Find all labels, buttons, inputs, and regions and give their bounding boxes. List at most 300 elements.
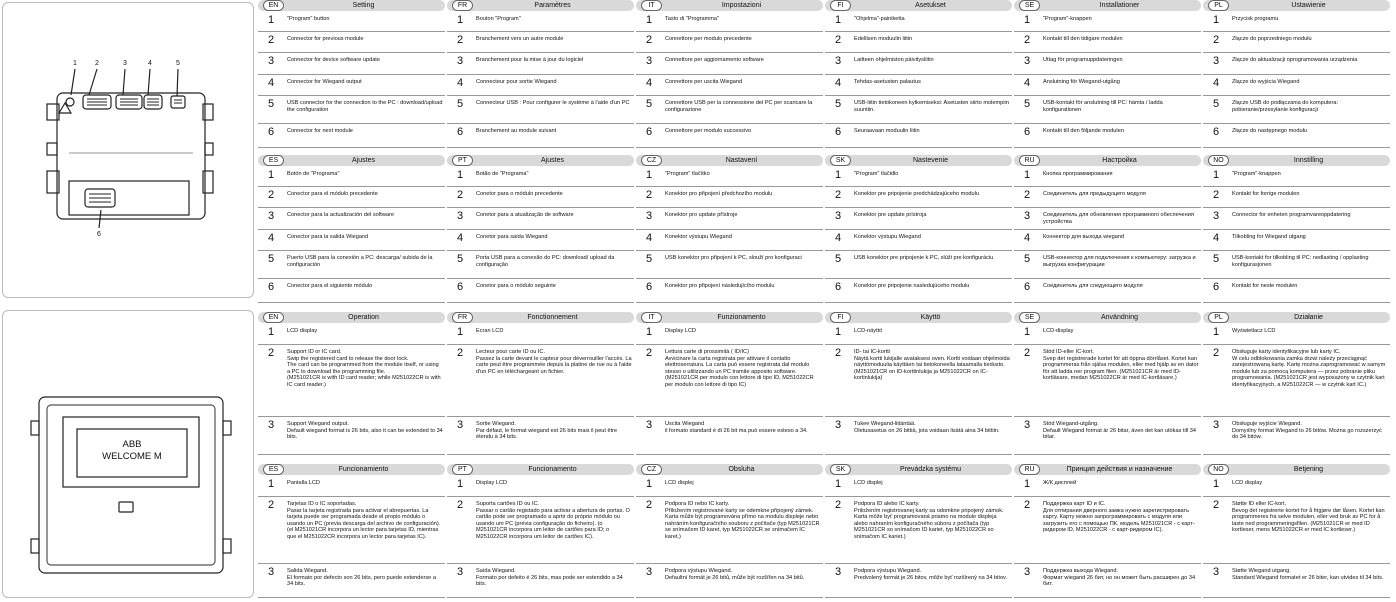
table-row [258,208,445,230]
row-text: Złącze do następnego modułu [1232,128,1307,134]
row-text: Tarjetas ID o IC soportadas. Pasar la tarjeta registrada para activar el abrepuertas. La tarjeta puede ser programada desde el propio módulo o usando un PC (previa descarga del archivo de configuración). (el M251021CR incorpora un lector para tarjetas ID, mientras que el M251022CR incorpora un lector para tarjetas IC). [287,501,441,540]
lang-column-no [1203,155,1392,305]
row-number: 1 [835,14,842,26]
column-title: Setting [352,2,375,9]
table-row [258,167,445,187]
row-number: 1 [457,14,464,26]
row-text: Złącze do poprzedniego modułu [1232,36,1312,42]
table-row [258,187,445,208]
language-code-badge: SK [830,464,851,475]
row-text: Connector for next module [287,128,353,134]
row-number: 1 [646,478,653,490]
row-number: 6 [646,126,653,138]
row-text: Connettore per aggiornamento software [665,57,764,63]
column-header [447,0,634,11]
table-row [447,75,634,96]
row-number: 6 [835,126,842,138]
lang-column-cz [636,155,825,305]
lang-column-fi [825,0,1014,151]
row-number: 2 [268,34,275,46]
row-number: 2 [457,189,464,201]
row-number: 3 [646,210,653,222]
language-code-badge: PT [452,464,473,475]
row-text: Suporta cartões ID ou IC. Passar o cartão registado para activar a abertura de portas. O cartão pode ser programado a aprtir do próprio módulo ou usando um PC (prévia configuração do ficheiro). (o M251021CR incorpora um leitor de cartões para ID; o M251022CR incorpora um leitor de cartões IC). [476,501,630,540]
row-number: 2 [457,347,464,359]
table-row [447,251,634,279]
row-text: Соединитель для следующего модуля [1043,283,1143,289]
row-text: Konektor pre pripojenie predchádzajúceho modulu [854,191,980,197]
row-number: 6 [1213,126,1220,138]
row-number: 3 [646,566,653,578]
column-header [825,0,1012,11]
row-number: 5 [457,98,464,110]
table-row [1014,279,1201,303]
row-text: Kontakt till den följande modulen [1043,128,1124,134]
column-title: Käyttö [920,314,941,321]
row-number: 2 [1213,189,1220,201]
row-text: Kontakt till den tidigare modulen [1043,36,1123,42]
table-row [1203,32,1390,53]
table-row [825,187,1012,208]
row-text: Conector para la salida Wiegand [287,234,369,240]
language-code-badge: SE [1019,312,1040,323]
row-text: Botão de "Programa" [476,171,529,177]
lang-column-se [1014,0,1203,151]
row-text: Connector for device software update [287,57,380,63]
table-row [636,12,823,32]
table-row [636,251,823,279]
table-row [258,279,445,303]
row-number: 2 [268,499,275,511]
column-header [825,155,1012,166]
table-row [1203,230,1390,251]
row-text: LCD display [1232,480,1263,486]
row-text: Ecran LCD [476,328,504,334]
row-number: 4 [268,77,275,89]
language-code-badge: PL [1208,0,1229,11]
lang-column-sk [825,155,1014,305]
table-row [825,497,1012,564]
language-code-badge: ES [263,155,284,166]
row-text: Connettore USB per la connessione del PC per scaricare la configurazione [665,100,813,113]
row-text: Conetor para a atualização de software [476,212,574,218]
row-number: 2 [268,189,275,201]
table-row [1203,96,1390,124]
row-number: 3 [835,419,842,431]
row-text: Support Wiegand output. Default wiegand format is 26 bits, also it can be extended to 34 bits. [287,421,443,441]
row-number: 1 [457,326,464,338]
table-row [636,564,823,598]
column-header [636,312,823,323]
row-text: Puerto USB para la conexión a PC: descarga/ subida de la configuración [287,255,433,268]
language-code-badge: CZ [641,464,662,475]
table-row [258,324,445,345]
row-text: Uttag för programuppdateringen [1043,57,1123,63]
row-text: "Program"-knappen [1232,171,1281,177]
column-title: Ajustes [352,157,375,164]
column-header [636,155,823,166]
language-code-badge: SE [1019,0,1040,11]
row-number: 3 [1024,55,1031,67]
module-drawing [3,3,255,299]
table-row [636,476,823,497]
column-title: Impostazioni [721,2,762,9]
language-code-badge: FI [830,312,851,323]
language-code-badge: EN [263,0,284,11]
row-number: 1 [457,169,464,181]
language-code-badge: IT [641,0,662,11]
row-number: 1 [268,169,275,181]
row-text: Tukee Wiegand-liitäntää. Oletusasetus on 26 bittiä, jota voidaan lisätä aina 34 bittiin. [854,421,1000,434]
row-text: Lecteur pour carte ID ou IC. Passez la carte devant le capteur pour déverrouiller l'accès. La carte peut être programmée depuis la platine de rue ou à l'aide d'un PC en téléchargeant un fichier. [476,349,632,375]
table-row [1014,53,1201,75]
table-row [636,53,823,75]
row-text: Bouton "Program" [476,16,521,22]
row-text: Conetor para o módulo seguinte [476,283,556,289]
row-number: 2 [1213,499,1220,511]
row-number: 3 [835,210,842,222]
row-text: LCD-display [1043,328,1074,334]
row-number: 2 [268,347,275,359]
row-number: 5 [1213,98,1220,110]
row-number: 3 [457,55,464,67]
table-row [1014,324,1201,345]
row-text: Поддержка выхода Wiegand. Формат wiegand 26 бит, но он может быть расширен до 34 бит. [1043,568,1196,588]
row-number: 2 [1213,347,1220,359]
row-number: 1 [1024,478,1031,490]
row-number: 2 [835,499,842,511]
column-header [258,464,445,475]
table-row [825,208,1012,230]
table-row [825,230,1012,251]
table-row [447,279,634,303]
row-number: 4 [835,77,842,89]
row-text: Stöd ID-eller IC-kort. Svep det registrerade kortet för att öppna dörrlåset. Kortet kan programmeras från själva modulen, eller med hjälp av en dator för att ladda ner program filen. (M251021CR är med ID-kortläsare, medan M251022CR är med IC-kortläsare.) [1043,349,1199,382]
row-number: 5 [1213,253,1220,265]
row-number: 3 [835,55,842,67]
row-number: 3 [457,566,464,578]
row-number: 2 [1024,189,1031,201]
row-number: 1 [268,326,275,338]
row-text: LCD displej [854,480,883,486]
row-text: Lettura carte di prossimità ( ID/IC) Avvicinare la carta registrata per attivare il contatto elettroserratura. La carta può essere registrata dal modulo stesso o utilizzando un PC tramite apposito software. (M251021CR per modulo con lettore di tipo ID, M251022CR per modulo con lettore di tipo IC) [665,349,814,388]
table-row [636,279,823,303]
column-header [258,155,445,166]
table-row [258,75,445,96]
row-text: Conector para el siguiente módulo [287,283,373,289]
table-row [447,230,634,251]
row-number: 2 [1213,34,1220,46]
row-number: 1 [1213,478,1220,490]
row-number: 4 [1213,77,1220,89]
row-number: 4 [1213,232,1220,244]
table-row [1014,32,1201,53]
table-row [1203,564,1390,598]
row-text: Konektor výstupu Wiegand [665,234,732,240]
table-row [825,75,1012,96]
lcd-figure-panel [2,310,254,598]
table-row [447,53,634,75]
column-title: Användning [1101,314,1138,321]
row-number: 2 [1024,347,1031,359]
row-text: Connector for Wiegand output [287,79,362,85]
row-text: ID- tai IC-kortti Näytä kortti lukijalle avataksesi oven. Kortti voidaan ohjelmoida näyttömoduulia käyttäen tai tietokoneella lataamalla tiedosto. (M251021CR on ID-korttinlukija ja M251022CR on IC-kortinlukija) [854,349,1010,382]
row-number: 1 [1213,326,1220,338]
row-text: Conetor para saída Wiegand [476,234,548,240]
language-code-badge: FR [452,312,473,323]
row-text: Tasto di "Programma" [665,16,720,22]
column-title: Funcionamento [528,466,577,473]
table-row [1203,124,1390,148]
row-text: Коннектор для выхода wiegand [1043,234,1125,240]
row-text: Connecteur pour sortie Wiegand [476,79,557,85]
column-title: Betjening [1293,466,1324,473]
row-text: Złącze USB do podłączania do komputera: pobieranie/przesyłanie konfiguracji [1232,100,1339,113]
language-code-badge: RU [1019,155,1040,166]
operation-grid-top [258,312,1394,457]
table-row [1203,279,1390,303]
module-figure-panel [2,2,254,298]
language-code-badge: RU [1019,464,1040,475]
row-text: Konektor pre pripojenie nasledujúceho modulu [854,283,970,289]
row-number: 4 [835,232,842,244]
row-text: Tilkobling for Wiegand utgang [1232,234,1306,240]
lang-column-fr [447,312,636,457]
lang-column-pt [447,155,636,305]
table-row [1014,564,1201,598]
row-text: Laitteen ohjelmiston päivitysliitin [854,57,934,63]
row-text: Støtte ID eller IC-kort. Bevog det registrerte kortet for å frigjøre dør låsen. Kortet kan programmeres fra selve modulen, eller ved bruk av PC for å laste ned programmeringsfilen. (M251021CR er med ID kortleser, mens M251022CR er med IC kortleser.) [1232,501,1385,534]
table-row [258,12,445,32]
column-header [1203,312,1390,323]
row-number: 2 [1024,34,1031,46]
column-header [1014,0,1201,11]
row-text: Connecteur USB : Pour configurer le système à l'aide d'un PC [476,100,630,106]
table-row [447,497,634,564]
table-row [1014,417,1201,455]
table-row [825,564,1012,598]
row-text: Złącze do wyjścia Wiegand [1232,79,1300,85]
setting-grid-top [258,0,1394,151]
row-number: 5 [835,98,842,110]
row-text: Tehdas-asetusten palautus [854,79,921,85]
row-number: 3 [1213,55,1220,67]
row-text: LCD-näyttö [854,328,883,334]
row-text: Anslutning för Wiegand-utgång [1043,79,1120,85]
row-text: Conector para el módulo precedente [287,191,378,197]
table-row [636,324,823,345]
row-text: Edellisen moduulin liitin [854,36,913,42]
row-number: 1 [1024,169,1031,181]
row-number: 6 [457,281,464,293]
table-row [1203,167,1390,187]
table-row [1014,476,1201,497]
lang-column-es [258,464,447,602]
callout-2: 2 [95,60,99,67]
table-row [636,208,823,230]
column-title: Принцип действия и назначение [1066,466,1173,473]
lang-column-no [1203,464,1392,602]
table-row [636,96,823,124]
row-number: 4 [268,232,275,244]
row-text: Podpora výstupu Wiegand. Predvolený formát je 26 bitov, môže byť rozšírený na 34 bitov. [854,568,1007,581]
table-row [447,324,634,345]
row-text: Sortie Wiegand. Par défaut, le format wiegand est 26 bits mais il peut être étendu à 34 bits. [476,421,618,441]
table-row [258,53,445,75]
row-text: Kontakt for forrige modulen [1232,191,1300,197]
language-code-badge: FI [830,0,851,11]
table-row [1014,167,1201,187]
column-header [258,0,445,11]
column-header [1203,155,1390,166]
table-row [447,208,634,230]
table-row [1014,96,1201,124]
row-text: Соединитель для предыдущего модуля [1043,191,1146,197]
callout-5: 5 [176,60,180,67]
table-row [825,279,1012,303]
table-row [636,75,823,96]
row-number: 4 [646,77,653,89]
column-title: Nastavení [725,157,758,164]
row-text: Konektor pro update přístroje [665,212,738,218]
row-text: Support ID or IC card. Swip the registered card to release the door lock. The card can be programmed from the module itself, or using a PC to download the programming file. (M251021CR is with ID card reader; while M251022CR is with IC card reader.) [287,349,441,388]
row-text: Konektor pre update prístroja [854,212,927,218]
language-code-badge: NO [1208,464,1229,475]
column-title: Prevádzka systému [899,466,962,473]
table-row [636,345,823,417]
lang-column-ru [1014,464,1203,602]
table-row [258,96,445,124]
table-row [825,345,1012,417]
row-text: Wyświetlacz LCD [1232,328,1276,334]
table-row [1203,324,1390,345]
table-row [636,497,823,564]
row-text: Støtte Wiegand utgang. Standard Wiegand formatet er 26 biter, kan utvides til 34 bits. [1232,568,1384,581]
row-number: 4 [646,232,653,244]
table-row [825,32,1012,53]
row-number: 3 [1024,419,1031,431]
row-text: "Program" tlačítko [665,171,710,177]
row-number: 2 [646,189,653,201]
row-text: Konektor výstupu Wiegand [854,234,921,240]
table-row [258,497,445,564]
row-number: 3 [268,566,275,578]
row-number: 2 [646,34,653,46]
lang-column-pt [447,464,636,602]
row-number: 3 [1213,566,1220,578]
table-row [825,12,1012,32]
table-row [825,476,1012,497]
lang-column-es [258,155,447,305]
row-number: 2 [835,347,842,359]
table-row [1203,476,1390,497]
row-number: 1 [268,14,275,26]
lcd-screen-text [77,439,187,463]
column-header [825,312,1012,323]
table-row [258,124,445,148]
row-number: 6 [1213,281,1220,293]
row-text: "Program" button [287,16,330,22]
column-title: Fonctionnement [527,314,578,321]
row-number: 6 [1024,281,1031,293]
table-row [1203,251,1390,279]
row-number: 4 [457,232,464,244]
table-row [825,324,1012,345]
row-text: Branchement vers un autre module [476,36,564,42]
row-text: Display LCD [476,480,508,486]
table-row [447,564,634,598]
row-number: 2 [457,499,464,511]
table-row [1014,497,1201,564]
row-text: Obsługuje wyjście Wiegand. Domyślny format Wiegand to 26 bitów. Można go rozszerzyć do 34 bitów. [1232,421,1382,441]
language-code-badge: IT [641,312,662,323]
callout-6: 6 [97,231,101,238]
table-row [447,32,634,53]
row-number: 3 [268,210,275,222]
language-code-badge: PT [452,155,473,166]
row-number: 1 [1024,326,1031,338]
table-row [258,32,445,53]
row-text: Pantalla LCD [287,480,320,486]
table-row [1203,345,1390,417]
table-row [1014,230,1201,251]
column-title: Funzionamento [717,314,766,321]
row-number: 6 [457,126,464,138]
row-text: USB-kontakt for tilkobling til PC: nedlasting / opplasting konfigurasjonen [1232,255,1369,268]
language-code-badge: PL [1208,312,1229,323]
column-header [1014,312,1201,323]
table-row [1014,208,1201,230]
row-number: 1 [646,169,653,181]
row-number: 1 [1213,169,1220,181]
language-code-badge: FR [452,0,473,11]
setting-grid-bottom [258,155,1394,305]
row-text: Konektor pro připojení následujícího modulu [665,283,775,289]
lang-column-cz [636,464,825,602]
table-row [1203,417,1390,455]
row-number: 2 [646,499,653,511]
language-code-badge: SK [830,155,851,166]
column-header [447,464,634,475]
row-number: 5 [1024,98,1031,110]
row-number: 1 [835,326,842,338]
row-number: 5 [268,98,275,110]
row-text: Podpora ID alebo IC karty. Priložením registrovanej karty sa odomkne pripojený zámok. Karta môže byť programovaná priamo na module displeja alebo nahraním konfiguračného súboru z počítača (typ M251021CR so snímačom ID kariet, typ M251022CR so snímačom IC kariet.) [854,501,1004,540]
row-number: 3 [1213,419,1220,431]
column-title: Ustawienie [1291,2,1326,9]
row-text: Conetor para o módulo precedente [476,191,563,197]
row-text: Соединитель для обновления программного обеспечения устройства [1043,212,1194,225]
row-text: Kontakt for neste modulen [1232,283,1298,289]
table-row [258,417,445,455]
row-number: 5 [646,253,653,265]
row-number: 6 [1024,126,1031,138]
column-title: Installationer [1099,2,1140,9]
row-text: Connettore per modulo precedente [665,36,752,42]
table-row [1014,251,1201,279]
table-row [636,124,823,148]
row-text: USB-коннектор для подключения к компьютеру: загрузка и выгрузка конфигурации [1043,255,1196,268]
table-row [825,167,1012,187]
table-row [1203,53,1390,75]
table-row [636,230,823,251]
row-text: "Program" tlačidlo [854,171,899,177]
row-number: 2 [835,34,842,46]
table-row [447,167,634,187]
row-text: "Program"-knappen [1043,16,1092,22]
lang-column-en [258,312,447,457]
column-header [636,464,823,475]
